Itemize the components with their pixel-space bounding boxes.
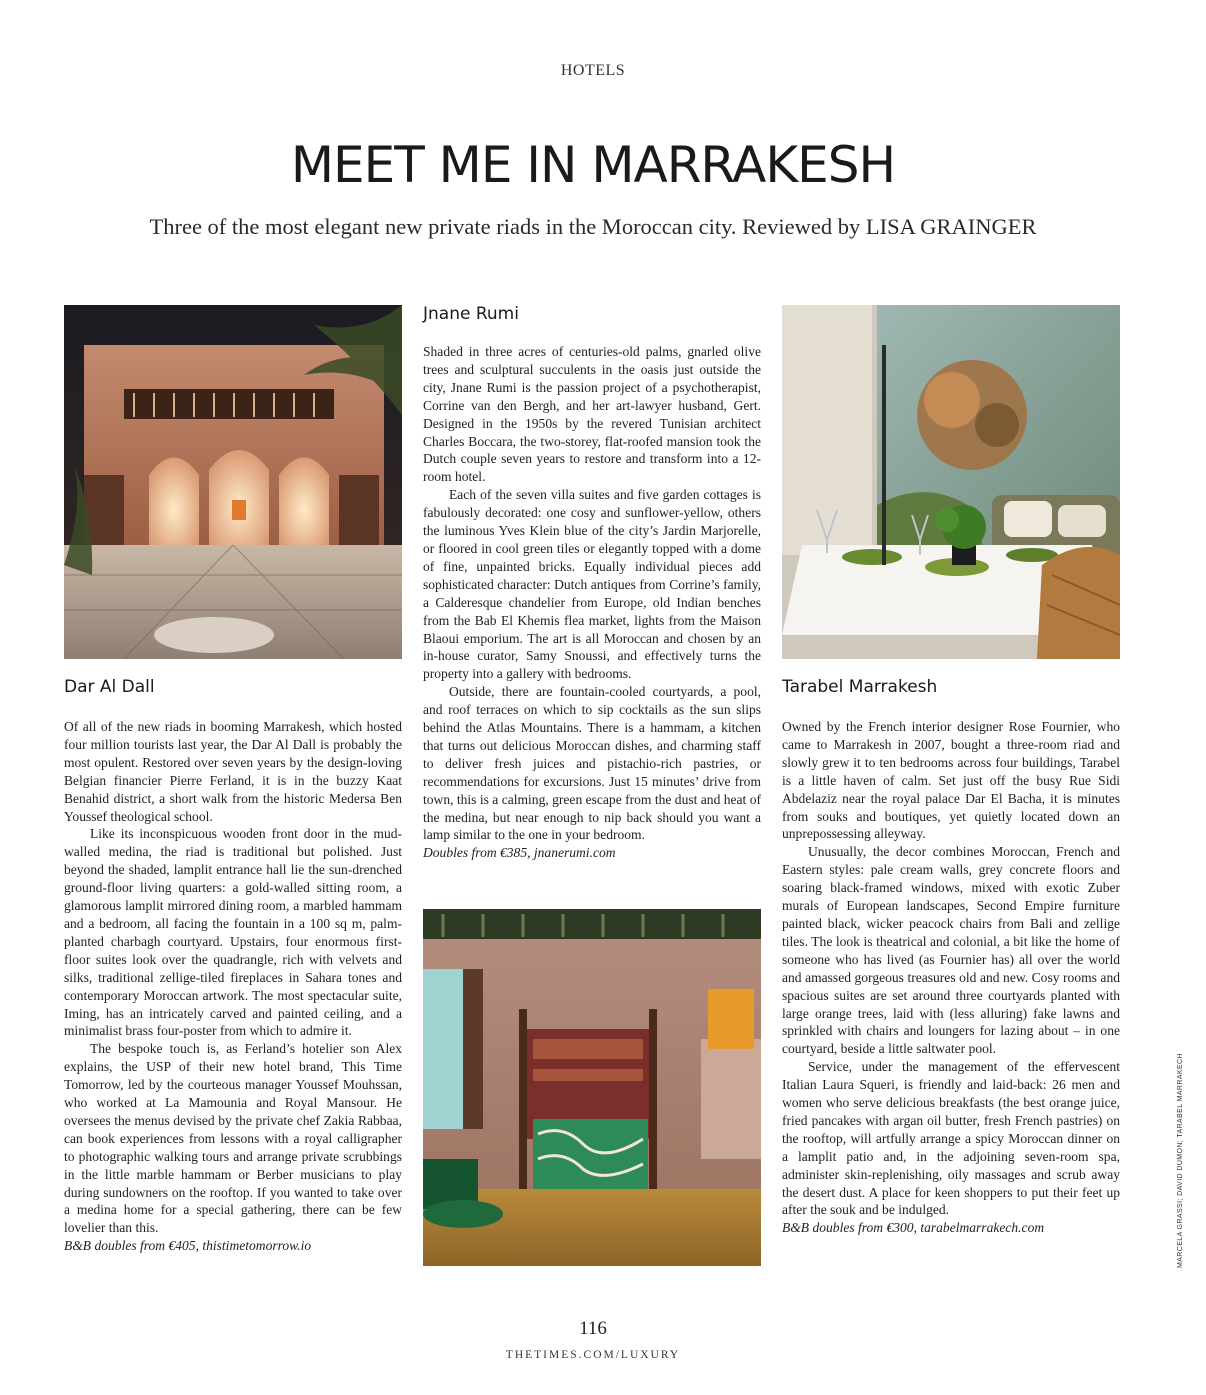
paragraph: Owned by the French interior designer Rose Fournier, who came to Marrakesh in 2007, bought a three-room riad and slowly grew it to ten bedrooms across four buildings, Tarabel is a little haven of calm. Set just off the busy Rue Sidi Abdelaziz near the royal palace Dar El Bacha, it is minutes from souks and boutiques, yet quietly located down an unprepossessing alleyway. — [782, 719, 1120, 842]
photo-tarabel-dining — [782, 305, 1120, 659]
photo-credits: MARCELA GRASSI; DAVID DUMON; TARABEL MARRAKECH — [1177, 1053, 1184, 1268]
article-body-dar-al-dall — [64, 718, 402, 1255]
headline: MEET ME IN MARRAKESH — [290, 136, 896, 194]
price-line: B&B doubles from €300, tarabelmarrakech.com — [782, 1220, 1045, 1236]
photo-jnane-rumi-bedroom — [423, 909, 761, 1266]
paragraph: Unusually, the decor combines Moroccan, French and Eastern styles: pale cream walls, grey concrete floors and soaring black-framed windows, mixed with exotic Zuber murals of European landscapes, Second Empire furniture painted black, wicker peacock chairs from Bali and zellige tiles. The look is theatrical and colonial, a bit like the home of someone who has lived (as Fournier has) all over the world and amassed gorgeous treasures old and new. Cosy rooms and spacious suites are set around three courtyards planted with large orange trees, laid with (less alluring) fake lawns and sprinkled with chairs and loungers for lazing about – in one courtyard, beside a little saltwater pool. — [782, 844, 1120, 1057]
paragraph: Each of the seven villa suites and five garden cottages is fabulously decorated: one cosy and sunflower-yellow, others the luminous Yves Klein blue of the city’s Jardin Marjorelle, or floored in cool green tiles or elegantly topped with a dome of fine, unpainted bricks. Equally individual pieces add sophisticated character: Dutch antiques from Corrine’s family, a Calderesque chandelier from Europe, old Indian benches from the Bab El Khemis flea market, lights from the Maison Blaoui emporium. The art is all Moroccan and chosen by an in-house curator, Samy Snoussi, and effectively turns the property into a gallery with bedrooms. — [423, 487, 761, 682]
paragraph: Of all of the new riads in booming Marrakesh, which hosted four million tourists last year, the Dar Al Dall is probably the most opulent. Restored over seven years by the design-loving Belgian financier Pierre Ferland, it is in the buzzy Kaat Benahid district, a short walk from the historic Medersa Ben Youssef theological school. — [64, 719, 402, 824]
paragraph: The bespoke touch is, as Ferland’s hotelier son Alex explains, the USP of their new hotel brand, This Time Tomorrow, led by the courteous manager Youssef Mouhssan, who worked at La Mamounia and Royal Mansour. He oversees the menus devised by the private chef Zakia Rabbaa, can book experiences from lessons with a royal calligrapher to photographic walking tours and arrange private scrubbings in the little marble hammam or Berber musicians to play during sundowners on the rooftop. If you wanted to take over a medina home for a special gathering, there can be few lovelier than this. — [64, 1041, 402, 1236]
hotel-name-dar-al-dall: Dar Al Dall — [64, 677, 155, 697]
hotel-name-jnane-rumi: Jnane Rumi — [423, 304, 519, 324]
article-body-jnane-rumi — [423, 343, 761, 862]
section-label: HOTELS — [560, 62, 626, 79]
paragraph: Like its inconspicuous wooden front door in the mud-walled medina, the riad is traditional but polished. Just beyond the shaded, lamplit entrance hall lie the sun-drenched ground-floor living quarters: a gold-walled sitting room, a glamorous lamplit mirrored dining room, a marbled hammam and a bedroom, all facing the fountain in a 100 sq m, palm-planted charbagh courtyard. Upstairs, four enormous first-floor suites look over the quadrangle, rich with velvets and silks, traditional zellige-tiled fireplaces in Sahara tones and contemporary Moroccan artwork. The most spectacular suite, Iming, has an intricately carved and painted ceiling, and a minimalist brass four-poster from which to admire it. — [64, 826, 402, 1039]
price-line: Doubles from €385, jnanerumi.com — [423, 845, 616, 861]
paragraph: Shaded in three acres of centuries-old palms, gnarled olive trees and sculptural succulents in the oasis just outside the city, Jnane Rumi is the passion project of a psychotherapist, Corrine van den Bergh, and her art-lawyer husband, Gert. Designed in the 1950s by the revered Tunisian architect Charles Boccara, the two-storey, flat-roofed mansion took the Dutch couple seven years to restore and transform into a 12-room hotel. — [423, 344, 761, 485]
photo-dar-al-dall-courtyard — [64, 305, 402, 659]
price-line: B&B doubles from €405, thistimetomorrow.io — [64, 1238, 312, 1254]
paragraph: Service, under the management of the effervescent Italian Laura Squeri, is friendly and laid-back: 26 men and women who serve delicious breakfasts (the best orange juice, fried pancakes with argan oil butter, fresh French pastries) on the rooftop, will artfully arrange a spicy Moroccan dinner on a lamplit patio and, in the adjoining seven-room spa, administer skin-replenishing, oily massages and scrub away the desert dust. A place for keen shoppers to put their feet up after the souk and be indulged. — [782, 1059, 1120, 1218]
standfirst: Three of the most elegant new private riads in the Moroccan city. Reviewed by LISA GRAINGER — [149, 214, 1037, 239]
site-url: THETIMES.COM/LUXURY — [505, 1349, 681, 1361]
article-body-tarabel — [782, 718, 1120, 1237]
hotel-name-tarabel: Tarabel Marrakesh — [782, 677, 938, 697]
paragraph: Outside, there are fountain-cooled courtyards, a pool, and roof terraces on which to sip cocktails as the sun slips behind the Atlas Mountains. There is a hammam, a kitchen that turns out delicious Moroccan dishes, and charming staff to deliver fresh juices and pistachio-rich pastries, or recommendations for excursions. Just 15 minutes’ drive from town, this is a calming, green escape from the dust and heat of the medina, but near enough to nip back should you want a lamp similar to the one in your bedroom. — [423, 684, 761, 843]
page-number: 116 — [579, 1318, 607, 1339]
